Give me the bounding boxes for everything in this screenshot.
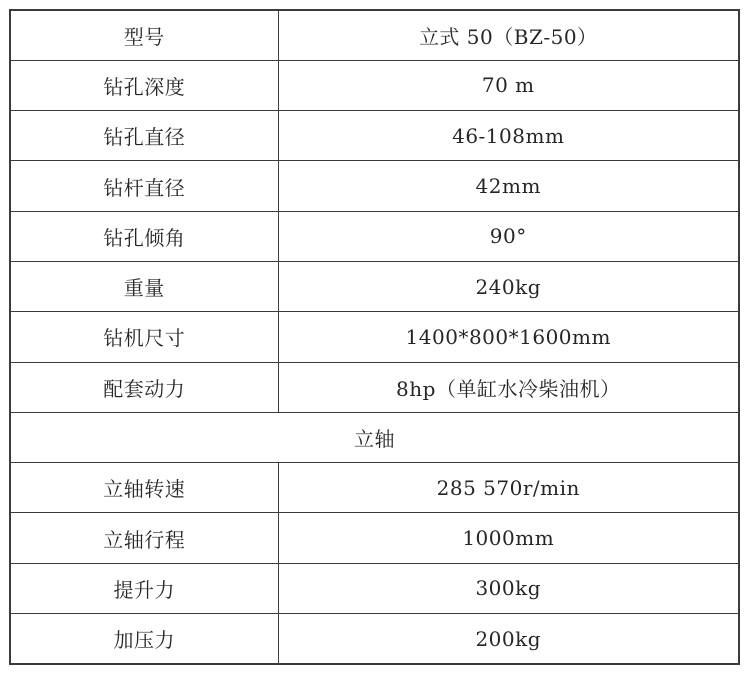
spec-value: 285 570r/min xyxy=(278,463,739,513)
spec-table-body xyxy=(10,10,739,664)
spec-label: 提升力 xyxy=(10,563,278,613)
spec-table xyxy=(9,9,740,665)
table-row xyxy=(10,563,739,613)
table-row xyxy=(10,513,739,563)
spec-value: 70 m xyxy=(278,60,739,110)
spec-value: 46-108mm xyxy=(278,111,739,161)
spec-label: 钻杆直径 xyxy=(10,161,278,211)
spec-label: 立轴转速 xyxy=(10,463,278,513)
spec-value: 1000mm xyxy=(278,513,739,563)
spec-label: 型号 xyxy=(10,10,278,60)
spec-label: 重量 xyxy=(10,261,278,311)
table-row xyxy=(10,60,739,110)
spec-value: 90° xyxy=(278,211,739,261)
section-header-row xyxy=(10,412,739,462)
table-row xyxy=(10,10,739,60)
table-row xyxy=(10,261,739,311)
spec-label: 配套动力 xyxy=(10,362,278,412)
section-title: 立轴 xyxy=(10,412,739,462)
spec-value: 240kg xyxy=(278,261,739,311)
spec-value: 立式 50（BZ-50） xyxy=(278,10,739,60)
spec-value: 200kg xyxy=(278,614,739,664)
spec-label: 钻机尺寸 xyxy=(10,312,278,362)
table-row xyxy=(10,312,739,362)
spec-value: 300kg xyxy=(278,563,739,613)
spec-value: 8hp（单缸水冷柴油机） xyxy=(278,362,739,412)
table-row xyxy=(10,362,739,412)
spec-value: 1400*800*1600mm xyxy=(278,312,739,362)
spec-label: 钻孔直径 xyxy=(10,111,278,161)
spec-label: 钻孔倾角 xyxy=(10,211,278,261)
spec-label: 加压力 xyxy=(10,614,278,664)
spec-label: 钻孔深度 xyxy=(10,60,278,110)
table-row xyxy=(10,111,739,161)
spec-label: 立轴行程 xyxy=(10,513,278,563)
table-row xyxy=(10,211,739,261)
spec-value: 42mm xyxy=(278,161,739,211)
table-row xyxy=(10,161,739,211)
table-row xyxy=(10,614,739,664)
table-row xyxy=(10,463,739,513)
